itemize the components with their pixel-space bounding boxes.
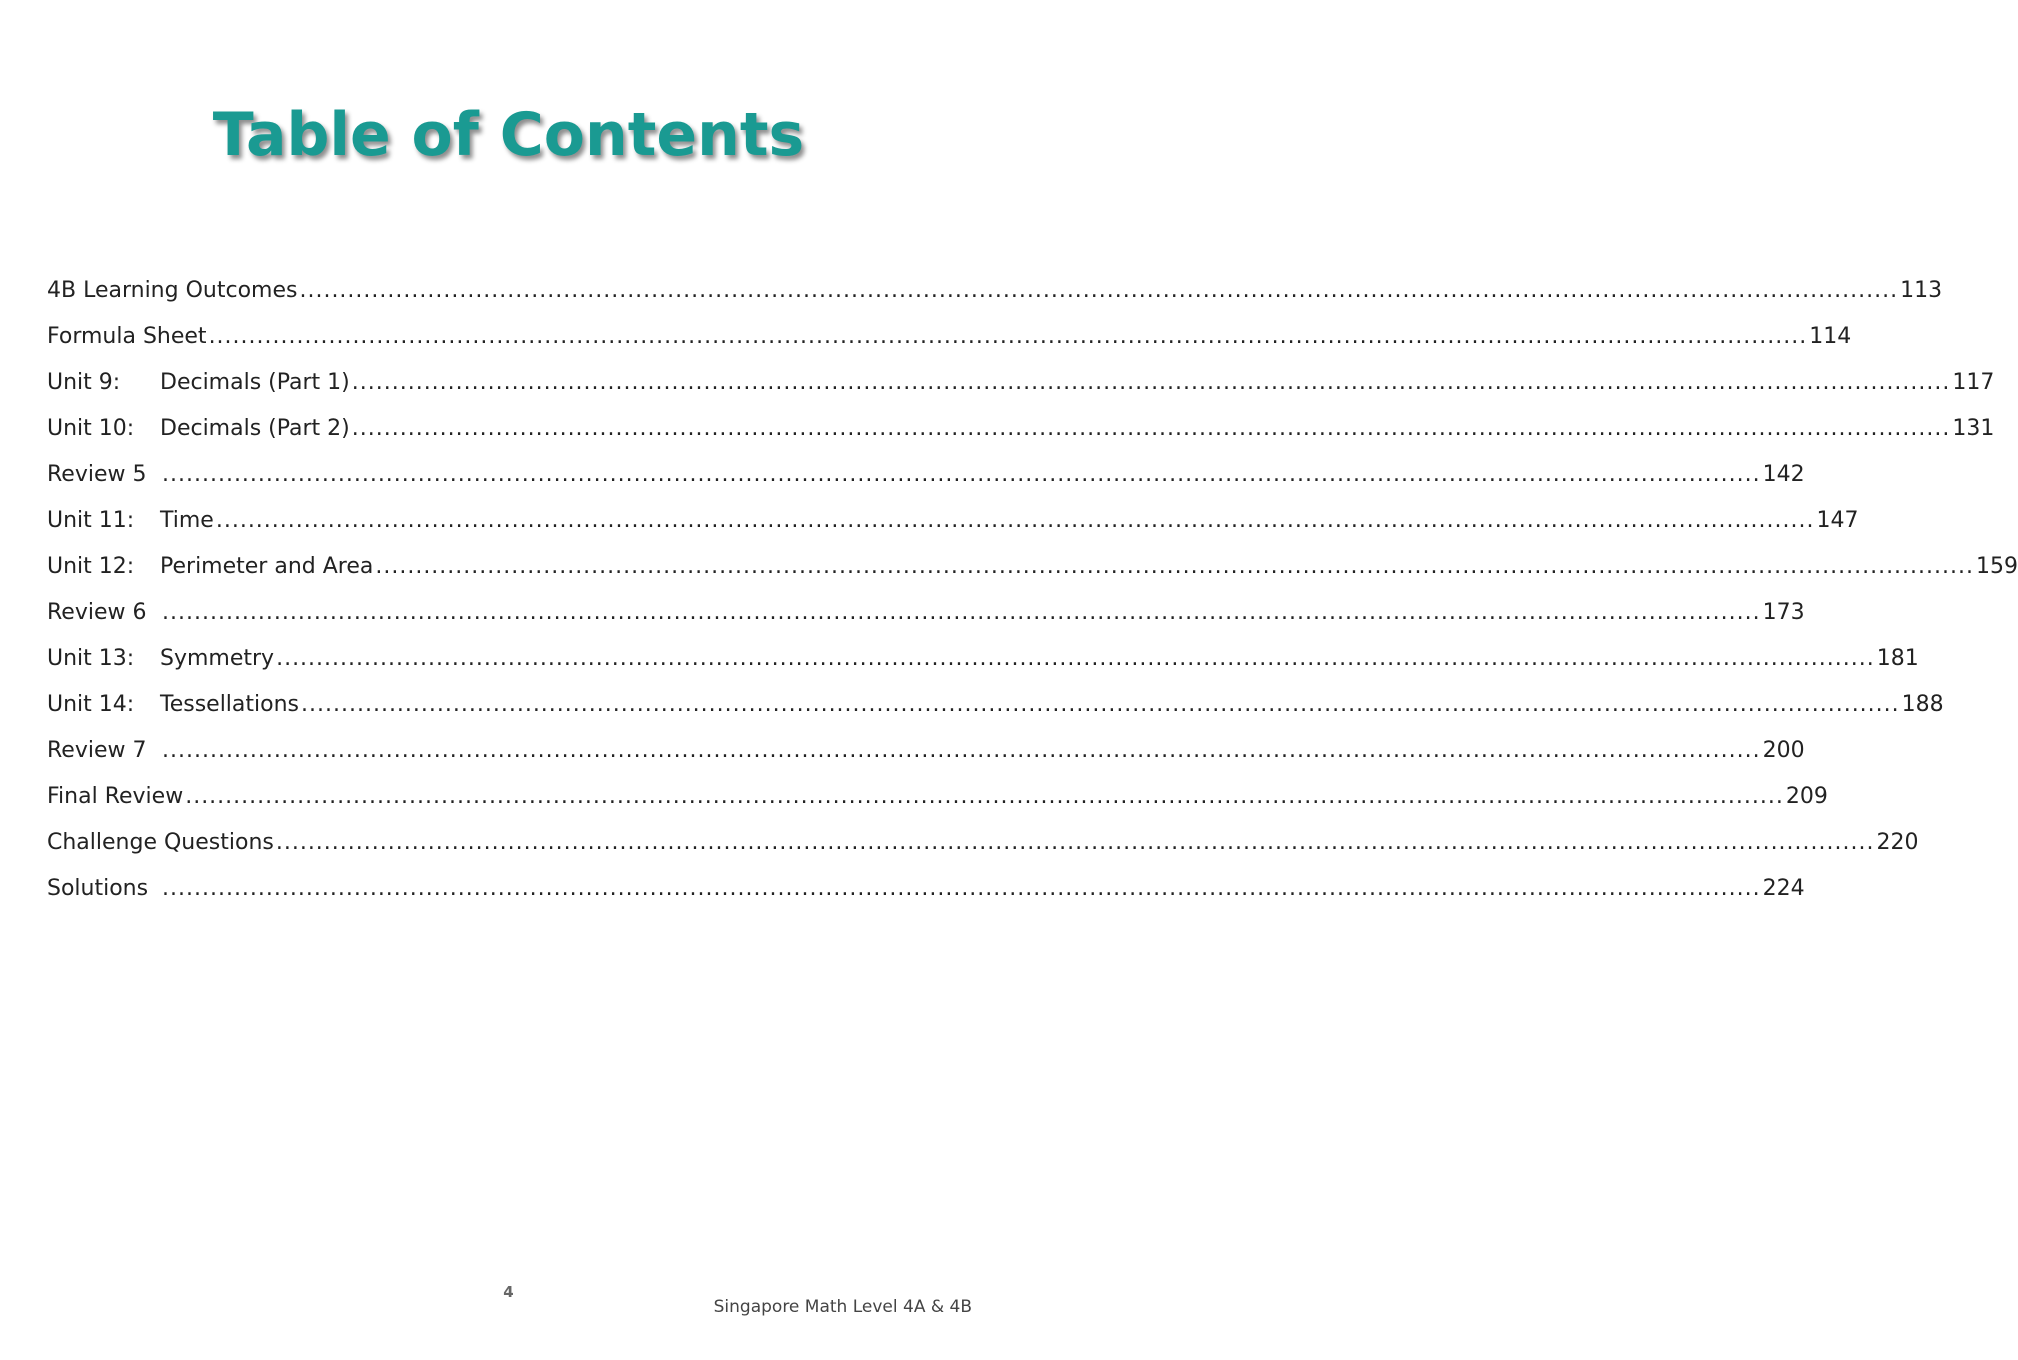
toc-entry[interactable]	[47, 314, 1852, 360]
toc-page-number: 142	[1762, 462, 1805, 487]
toc-leader-dots: ........................................................................................................................................................................................................	[375, 554, 1974, 579]
toc-page-number: 147	[1816, 508, 1859, 533]
toc-entry-title: Perimeter and Area	[160, 554, 374, 579]
toc-page-number: 224	[1762, 876, 1805, 901]
toc-unit-label: Unit 14:	[47, 692, 135, 717]
toc-leader-dots: ........................................................................................................................................................................................................	[276, 646, 1875, 671]
toc-entry-label: Final Review	[47, 784, 184, 809]
toc-entry[interactable]	[47, 728, 1805, 774]
toc-entry-label	[47, 728, 160, 774]
toc-page-number: 114	[1809, 324, 1852, 349]
toc-entry-label	[47, 498, 214, 544]
toc-unit-label: Review 6	[47, 600, 147, 625]
toc-entry[interactable]	[47, 544, 2018, 590]
toc-entry[interactable]	[47, 452, 1805, 498]
toc-unit-label: Unit 11:	[47, 508, 135, 533]
toc-unit-label: Review 7	[47, 738, 147, 763]
toc-entry[interactable]	[47, 682, 1944, 728]
toc-entry-label	[47, 544, 373, 590]
toc-leader-dots: ........................................................................................................................................................................................................	[185, 784, 1784, 809]
toc-entry[interactable]	[47, 360, 1995, 406]
toc-page-number: 188	[1901, 692, 1944, 717]
toc-page-number: 159	[1976, 554, 2018, 579]
toc-leader-dots: ........................................................................................................................................................................................................	[162, 876, 1761, 901]
toc-unit-label: Unit 13:	[47, 646, 135, 671]
toc-leader-dots: ........................................................................................................................................................................................................	[351, 416, 1951, 441]
toc-leader-dots: ........................................................................................................................................................................................................	[275, 830, 1875, 855]
toc-entry[interactable]	[47, 774, 1828, 820]
table-of-contents	[47, 268, 2018, 912]
toc-entry-label	[47, 682, 299, 728]
toc-entry-label	[47, 636, 274, 682]
toc-entry-title: Decimals (Part 2)	[160, 416, 350, 441]
toc-leader-dots: ........................................................................................................................................................................................................	[208, 324, 1808, 349]
toc-leader-dots: ........................................................................................................................................................................................................	[162, 600, 1761, 625]
toc-entry-label: Challenge Questions	[47, 830, 274, 855]
toc-unit-label: Solutions	[47, 876, 149, 901]
toc-leader-dots: ........................................................................................................................................................................................................	[162, 462, 1761, 487]
toc-unit-label: Unit 9:	[47, 370, 121, 395]
toc-page-number: 117	[1952, 370, 1995, 395]
toc-entry-label: Formula Sheet	[47, 324, 207, 349]
toc-leader-dots: ........................................................................................................................................................................................................	[301, 692, 1900, 717]
toc-leader-dots: ........................................................................................................................................................................................................	[299, 278, 1899, 303]
toc-entry-label	[47, 360, 350, 406]
toc-entry-title: Time	[160, 508, 214, 533]
toc-entry-title: Tessellations	[160, 692, 300, 717]
toc-entry-title: Symmetry	[160, 646, 275, 671]
toc-unit-label: Review 5	[47, 462, 147, 487]
toc-page-number: 173	[1762, 600, 1805, 625]
page-number: 4	[503, 1283, 514, 1301]
toc-entry[interactable]	[47, 866, 1805, 912]
page-title: Table of Contents	[212, 100, 805, 170]
toc-unit-label: Unit 12:	[47, 554, 135, 579]
toc-page-number: 113	[1900, 278, 1943, 303]
toc-entry[interactable]	[47, 268, 1943, 314]
toc-leader-dots: ........................................................................................................................................................................................................	[351, 370, 1951, 395]
toc-entry[interactable]	[47, 406, 1995, 452]
toc-page-number: 131	[1952, 416, 1995, 441]
toc-leader-dots: ........................................................................................................................................................................................................	[162, 738, 1761, 763]
toc-entry-label: 4B Learning Outcomes	[47, 278, 298, 303]
toc-entry-label	[47, 406, 350, 452]
toc-entry-title: Decimals (Part 1)	[160, 370, 350, 395]
toc-entry-label	[47, 866, 160, 912]
toc-page-number: 200	[1762, 738, 1805, 763]
toc-unit-label: Unit 10:	[47, 416, 135, 441]
toc-entry[interactable]	[47, 820, 1919, 866]
toc-page-number: 220	[1876, 830, 1919, 855]
footer-book-title: Singapore Math Level 4A & 4B	[713, 1297, 972, 1317]
toc-page-number: 181	[1876, 646, 1919, 671]
toc-leader-dots: ........................................................................................................................................................................................................	[215, 508, 1815, 533]
toc-entry-label	[47, 590, 160, 636]
toc-entry-label	[47, 452, 160, 498]
toc-entry[interactable]	[47, 590, 1805, 636]
toc-entry[interactable]	[47, 636, 1919, 682]
toc-page-number: 209	[1785, 784, 1828, 809]
toc-entry[interactable]	[47, 498, 1859, 544]
